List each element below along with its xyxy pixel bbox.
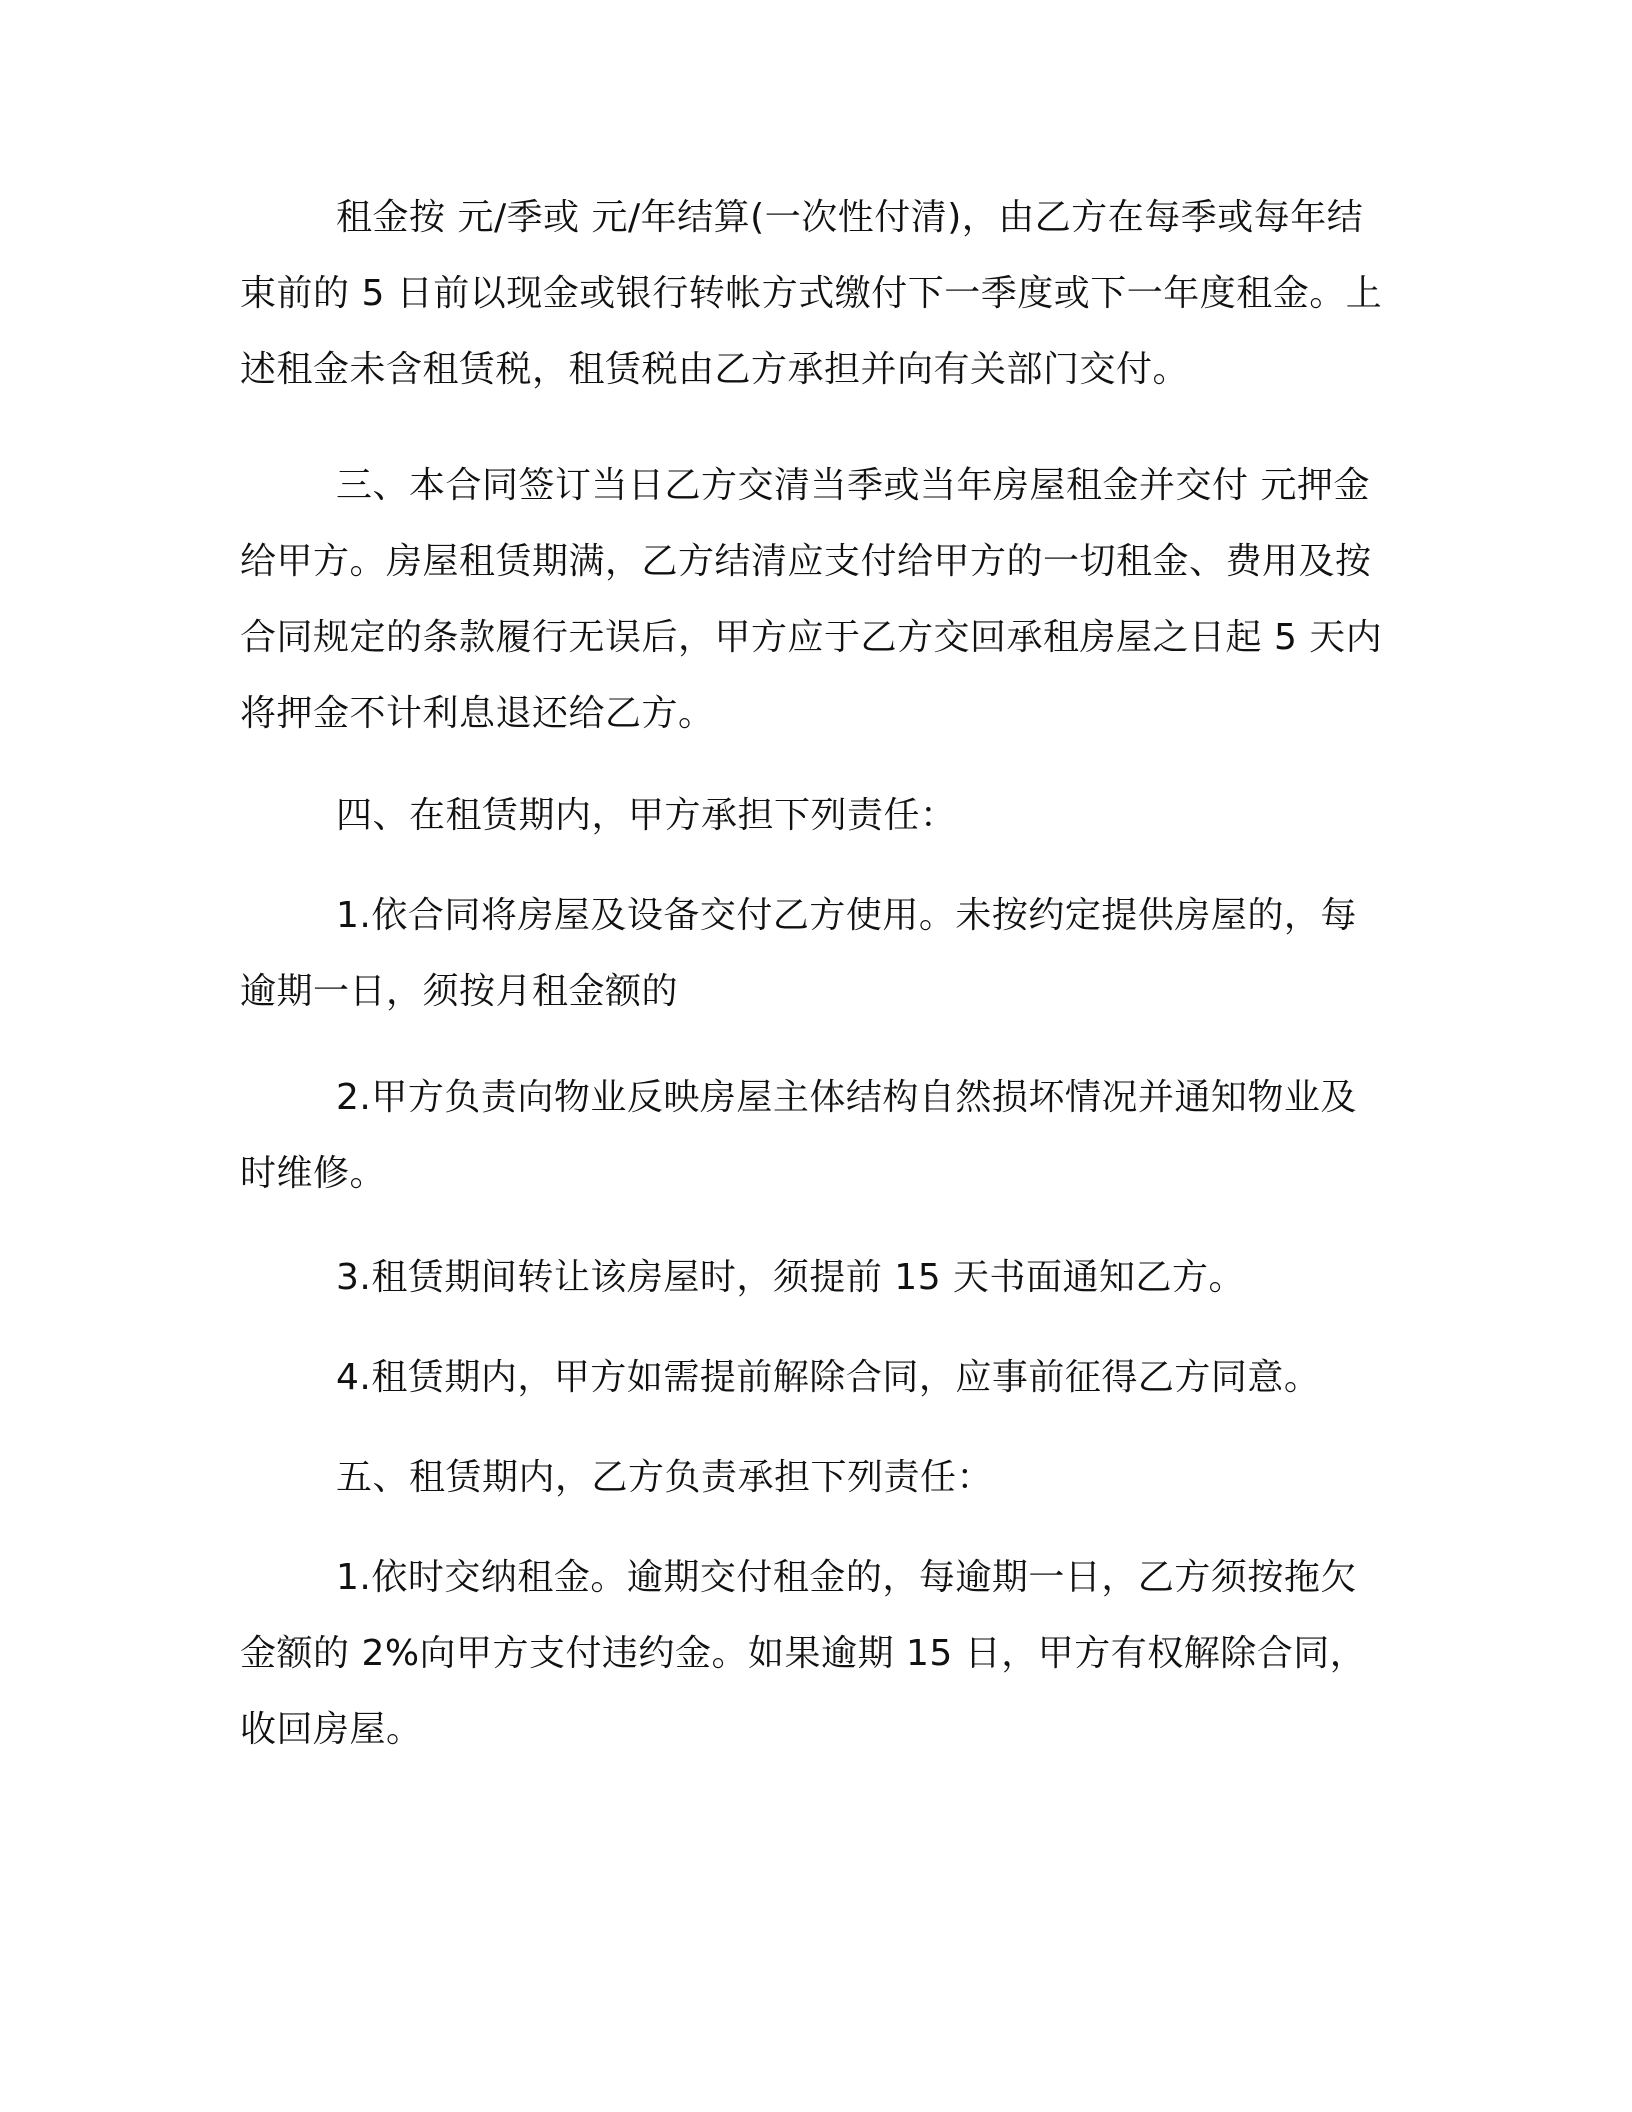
heading-section-4-party-a-duties: 四、在租赁期内，甲方承担下列责任： xyxy=(336,795,957,836)
heading-section-5-party-b-duties: 五、租赁期内，乙方负责承担下列责任： xyxy=(336,1457,994,1498)
paragraph-section-3-deposit: 三、本合同签订当日乙方交清当季或当年房屋租金并交付 元押金给甲方。房屋租赁期满，乙方结清应支付给甲方的一切租金、费用及按合同规定的条款履行无误后，甲方应于乙方交回承租房屋之日起 5 天内将押金不计利息退还给乙方。 xyxy=(240,465,1383,734)
list-item-party-a-1: 1.依合同将房屋及设备交付乙方使用。未按约定提供房屋的，每逾期一日，须按月租金额的 xyxy=(240,895,1357,1012)
list-item-party-a-4: 4.租赁期内，甲方如需提前解除合同，应事前征得乙方同意。 xyxy=(336,1357,1321,1398)
list-item-party-a-3: 3.租赁期间转让该房屋时，须提前 15 天书面通知乙方。 xyxy=(336,1257,1246,1298)
list-item-party-b-1: 1.依时交纳租金。逾期交付租金的，每逾期一日，乙方须按拖欠金额的 2%向甲方支付违约金。如果逾期 15 日，甲方有权解除合同，收回房屋。 xyxy=(240,1557,1367,1750)
list-item-party-a-2: 2.甲方负责向物业反映房屋主体结构自然损坏情况并通知物业及时维修。 xyxy=(240,1077,1357,1194)
paragraph-rent-payment: 租金按 元/季或 元/年结算(一次性付清)，由乙方在每季或每年结束前的 5 日前以现金或银行转帐方式缴付下一季度或下一年度租金。上述租金未含租赁税，租赁税由乙方承担并向有关部门交付。 xyxy=(240,197,1383,390)
